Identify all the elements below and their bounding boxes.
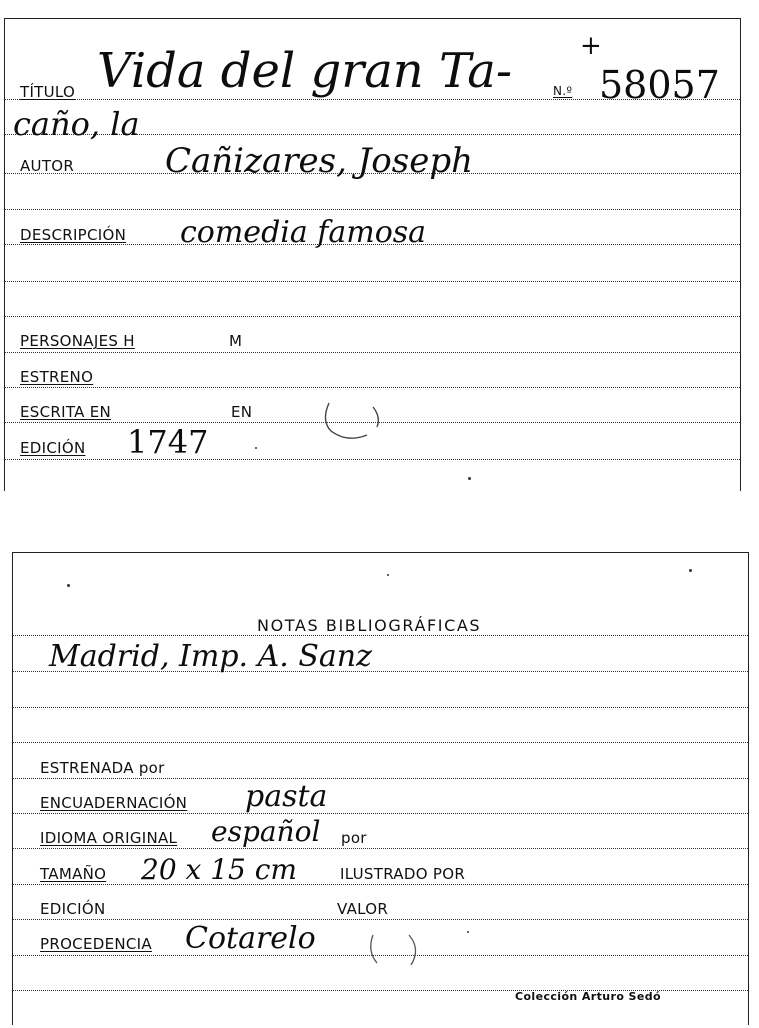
edicion-label: EDICIÓN xyxy=(20,439,86,457)
rule xyxy=(5,316,740,317)
autor-value: Cañizares, Joseph xyxy=(165,141,474,181)
speck xyxy=(255,447,257,449)
speck xyxy=(468,477,471,480)
tamano-value: 20 x 15 cm xyxy=(141,853,297,886)
procedencia-value: Cotarelo xyxy=(185,921,316,956)
rule xyxy=(13,707,748,708)
rule xyxy=(13,742,748,743)
personajes-label: PERSONAJES H xyxy=(20,332,135,350)
speck xyxy=(387,574,389,576)
estrenada-label: ESTRENADA por xyxy=(40,759,165,777)
valor-label: VALOR xyxy=(337,900,389,918)
notas-value: Madrid, Imp. A. Sanz xyxy=(49,639,372,674)
autor-label: AUTOR xyxy=(20,157,75,175)
coleccion-footer: Colección Arturo Sedó xyxy=(515,990,661,1003)
idioma-label: IDIOMA ORIGINAL xyxy=(40,829,178,847)
edicion-value: 1747 xyxy=(127,423,209,461)
numero-label: N.º xyxy=(553,84,573,98)
rule xyxy=(5,281,740,282)
tamano-label: TAMAÑO xyxy=(40,865,107,883)
numero-mark: + xyxy=(580,31,602,61)
titulo-value-line2: caño, la xyxy=(13,105,140,143)
descripcion-value: comedia famosa xyxy=(180,215,427,250)
speck xyxy=(467,931,469,933)
escrita-label: ESCRITA EN xyxy=(20,403,112,421)
rule xyxy=(13,884,748,885)
encuadernacion-value: pasta xyxy=(245,779,328,814)
catalog-card-back xyxy=(12,552,749,1025)
numero-value: 58057 xyxy=(599,63,720,107)
rule xyxy=(13,848,748,849)
speck xyxy=(67,584,70,587)
procedencia-label: PROCEDENCIA xyxy=(40,935,152,953)
speck xyxy=(689,569,692,572)
ilustrado-label: ILUSTRADO POR xyxy=(340,865,466,883)
rule xyxy=(13,919,748,920)
rule xyxy=(5,209,740,210)
personajes-m-label: M xyxy=(229,332,243,350)
rule xyxy=(5,387,740,388)
titulo-value-line1: Vida del gran Ta- xyxy=(97,43,513,99)
rule xyxy=(5,459,740,460)
stamp-circle-mark xyxy=(365,929,425,975)
idioma-por-label: por xyxy=(341,829,367,847)
catalog-card-front xyxy=(4,18,741,491)
notas-header: NOTAS BIBLIOGRÁFICAS xyxy=(257,616,482,635)
descripcion-label: DESCRIPCIÓN xyxy=(20,226,127,244)
edicion-back-label: EDICIÓN xyxy=(40,900,106,918)
titulo-label: TÍTULO xyxy=(20,83,76,101)
estreno-label: ESTRENO xyxy=(20,368,94,386)
stamp-circle-mark xyxy=(321,397,385,443)
rule xyxy=(13,635,748,636)
rule xyxy=(13,778,748,779)
rule xyxy=(13,813,748,814)
encuadernacion-label: ENCUADERNACIÓN xyxy=(40,794,188,812)
rule xyxy=(5,352,740,353)
idioma-value: español xyxy=(211,815,321,848)
escrita-en-label: EN xyxy=(231,403,253,421)
